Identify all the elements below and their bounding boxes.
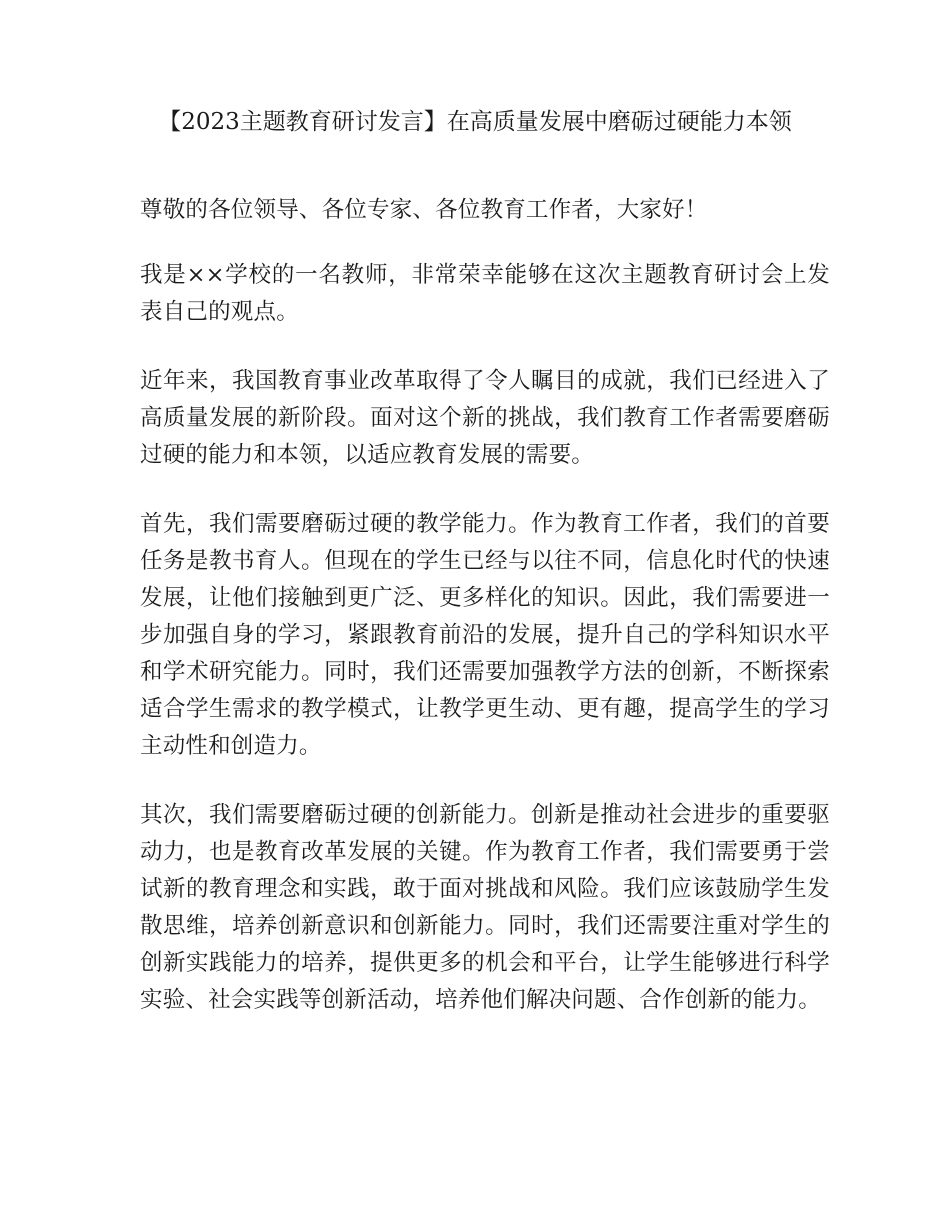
paragraph-introduction: 我是××学校的一名教师，非常荣幸能够在这次主题教育研讨会上发表自己的观点。: [140, 262, 830, 325]
paragraph-background: 近年来，我国教育事业改革取得了令人瞩目的成就，我们已经进入了高质量发展的新阶段。面对这个新的挑战，我们教育工作者需要磨砺过硬的能力和本领，以适应教育发展的需要。: [140, 368, 830, 468]
paragraph-greeting: 尊敬的各位领导、各位专家、各位教育工作者，大家好！: [140, 197, 708, 223]
document-title: 【2023主题教育研讨发言】在高质量发展中磨砺过硬能力本领: [158, 109, 792, 135]
paragraph-teaching-ability: 首先，我们需要磨砺过硬的教学能力。作为教育工作者，我们的首要任务是教书育人。但现在的学生已经与以往不同，信息化时代的快速发展，让他们接触到更广泛、更多样化的知识。因此，我们需要进一步加强自身的学习，紧跟教育前沿的发展，提升自己的学科知识水平和学术研究能力。同时，我们还需要加强教学方法的创新，不断探索适合学生需求的教学模式，让教学更生动、更有趣，提高学生的学习主动性和创造力。: [140, 511, 830, 759]
document-body: [140, 192, 830, 1051]
paragraph-innovation-ability: 其次，我们需要磨砺过硬的创新能力。创新是推动社会进步的重要驱动力，也是教育改革发展的关键。作为教育工作者，我们需要勇于尝试新的教育理念和实践，敢于面对挑战和风险。我们应该鼓励学生发散思维，培养创新意识和创新能力。同时，我们还需要注重对学生的创新实践能力的培养，提供更多的机会和平台，让学生能够进行科学实验、社会实践等创新活动，培养他们解决问题、合作创新的能力。: [140, 802, 830, 1013]
